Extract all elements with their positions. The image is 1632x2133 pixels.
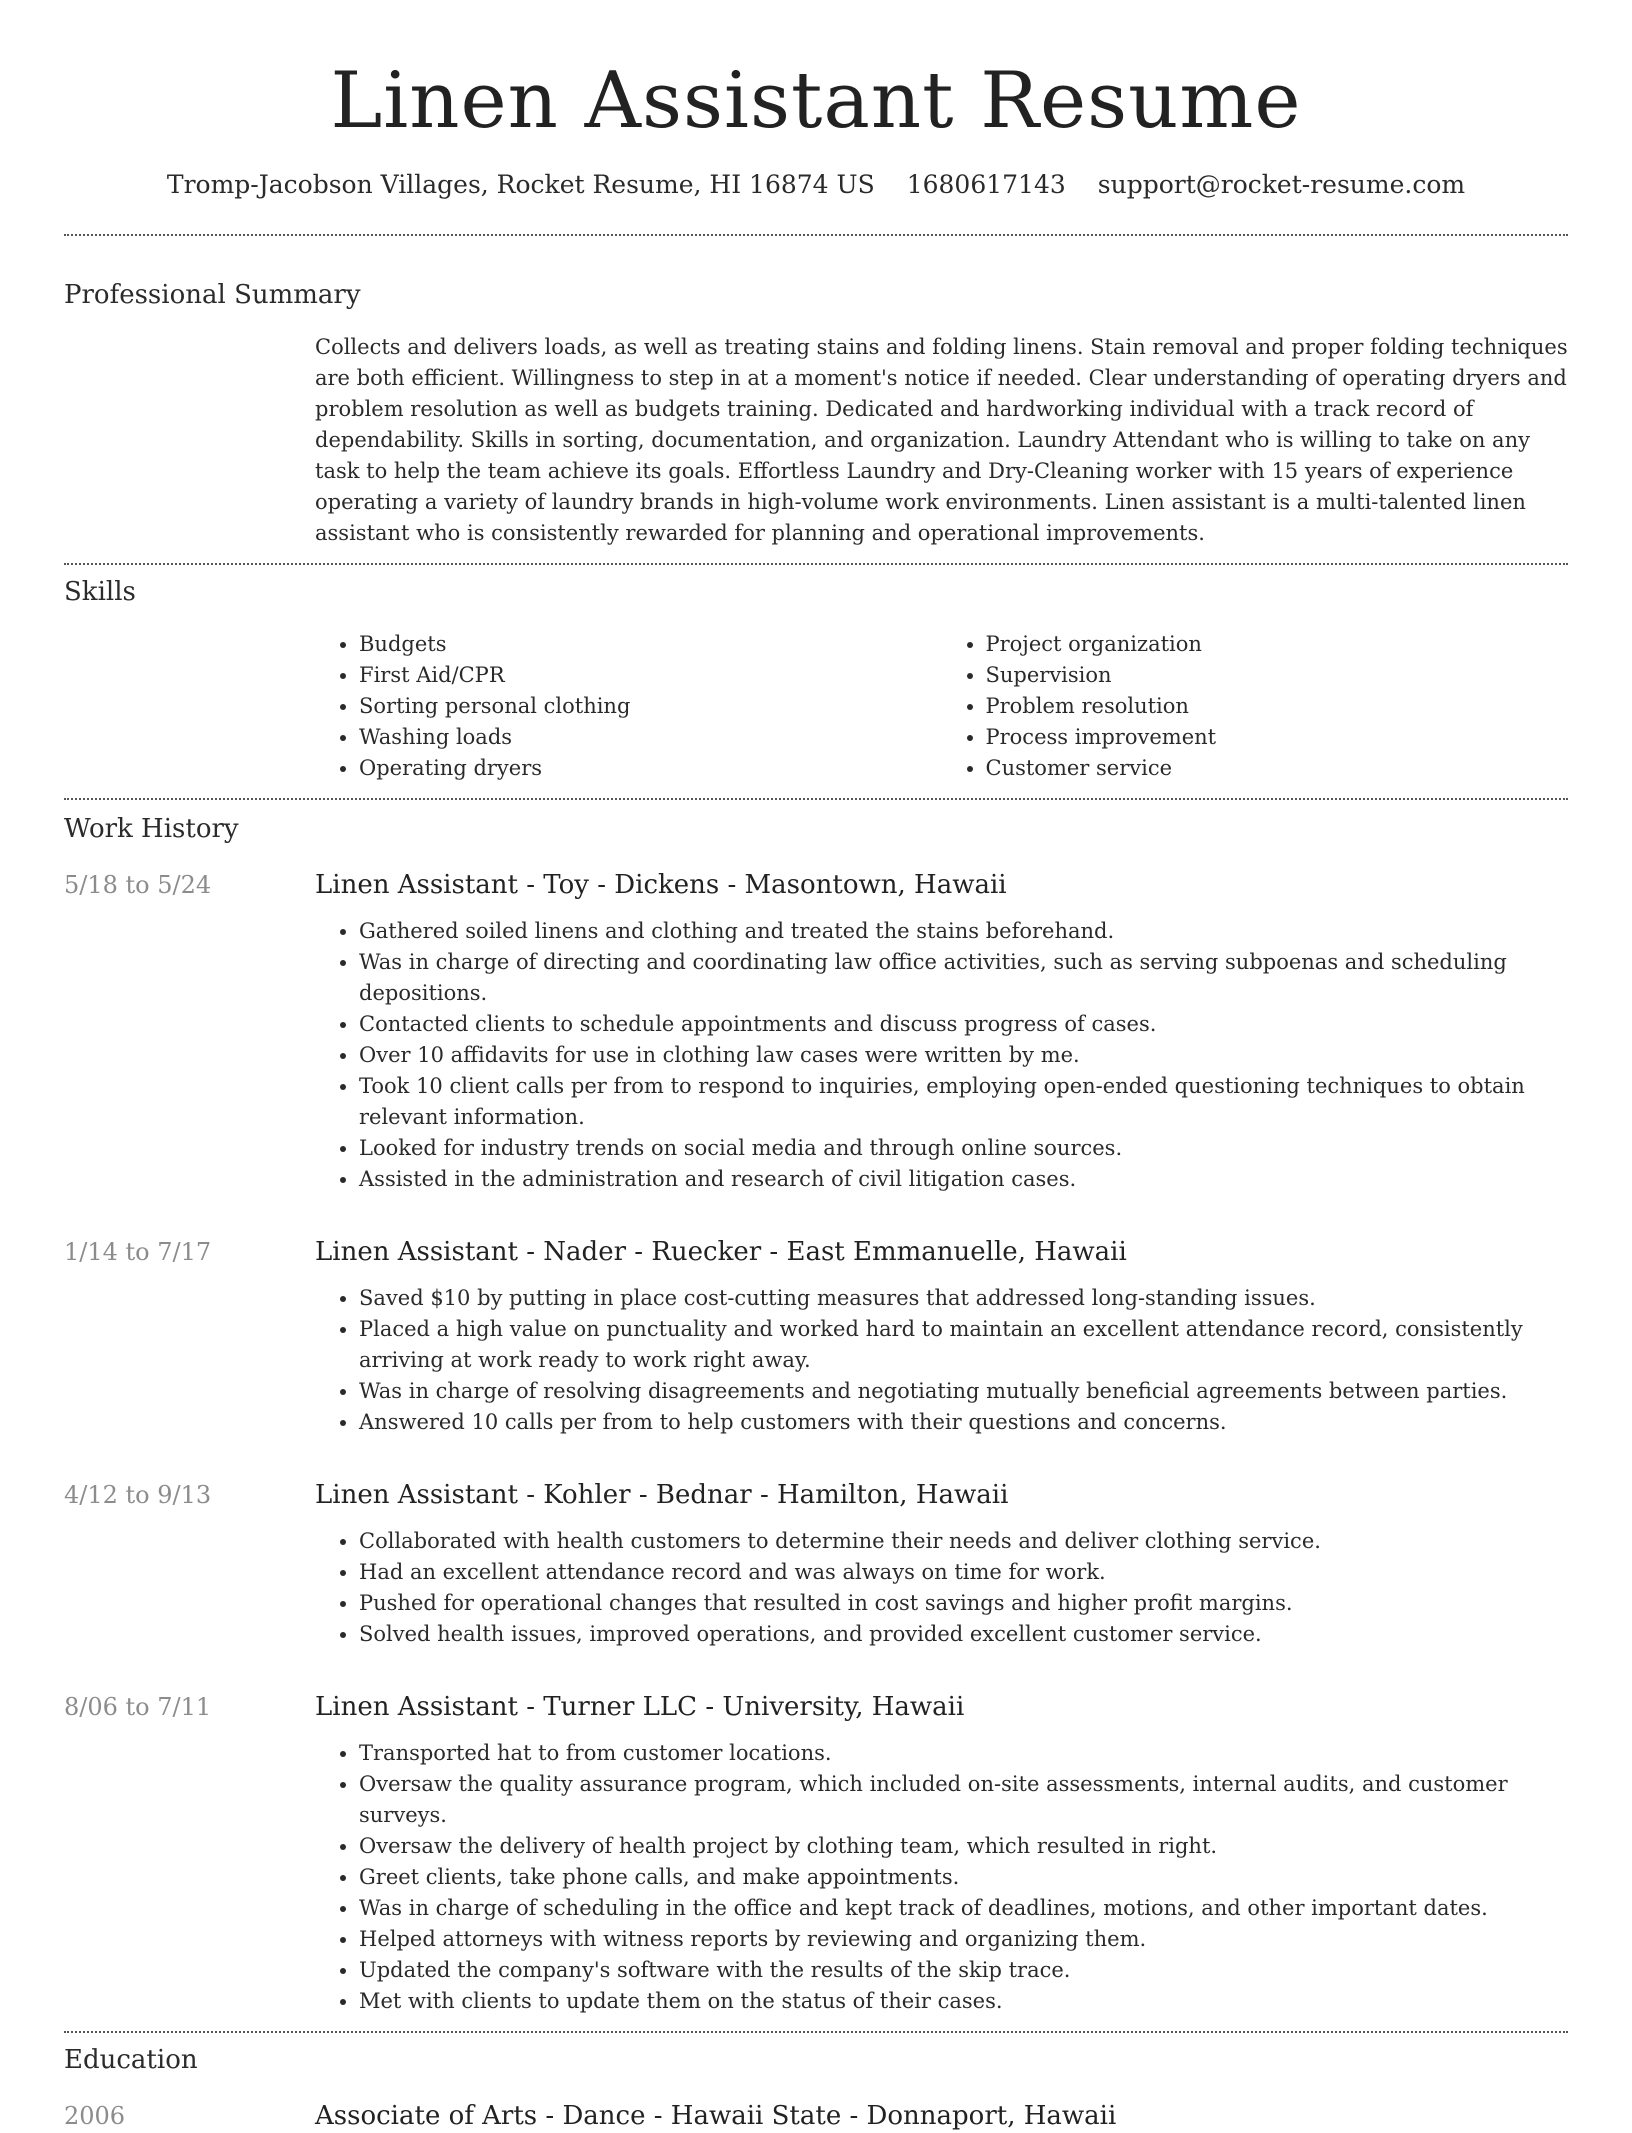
job-bullet: • Met with clients to update them on the status of their cases. (359, 1986, 1568, 2017)
skill-item: • Customer service (986, 753, 1569, 784)
resume-title: Linen Assistant Resume (330, 56, 1302, 146)
job-bullet: • Was in charge of directing and coordinating law office activities, such as serving subpoenas and scheduling depositions. (359, 947, 1568, 1009)
job-bullet: • Saved $10 by putting in place cost-cutting measures that addressed long-standing issues. (359, 1283, 1568, 1314)
skills-column-left (315, 629, 942, 784)
skills-column-right (942, 629, 1569, 784)
job-bullet: • Took 10 client calls per from to respond to inquiries, employing open-ended questioning techniques to obtain relevant information. (359, 1071, 1568, 1133)
skill-item: • Budgets (359, 629, 942, 660)
skill-item: • Washing loads (359, 722, 942, 753)
job-bullet: • Assisted in the administration and research of civil litigation cases. (359, 1164, 1568, 1195)
section-title-work-history: Work History (64, 814, 239, 844)
job-bullet: • Collaborated with health customers to determine their needs and deliver clothing service. (359, 1526, 1568, 1557)
job-bullet: • Oversaw the delivery of health project by clothing team, which resulted in right. (359, 1831, 1568, 1862)
job-bullets (315, 1738, 1568, 2017)
section-title-summary: Professional Summary (64, 280, 361, 310)
job-title: Linen Assistant - Nader - Ruecker - East Emmanuelle, Hawaii (315, 1237, 1127, 1267)
job-bullet: • Placed a high value on punctuality and worked hard to maintain an excellent attendance record, consistently arriving at work ready to work right away. (359, 1314, 1568, 1376)
job-bullet: • Answered 10 calls per from to help customers with their questions and concerns. (359, 1407, 1568, 1438)
skill-item: • Operating dryers (359, 753, 942, 784)
skill-item: • Problem resolution (986, 691, 1569, 722)
job-dates: 4/12 to 9/13 (64, 1481, 212, 1509)
job-bullet: • Pushed for operational changes that resulted in cost savings and higher profit margins. (359, 1588, 1568, 1619)
skill-item: • Process improvement (986, 722, 1569, 753)
job-bullet: • Gathered soiled linens and clothing and treated the stains beforehand. (359, 916, 1568, 947)
job-title: Linen Assistant - Kohler - Bednar - Hamilton, Hawaii (315, 1480, 1009, 1510)
education-year: 2006 (64, 2102, 126, 2130)
education-entry (64, 2099, 1568, 2133)
contact-address: Tromp-Jacobson Villages, Rocket Resume, HI 16874 US (166, 170, 875, 199)
skill-item: • First Aid/CPR (359, 660, 942, 691)
skills-list (315, 629, 1568, 784)
job-bullet: • Over 10 affidavits for use in clothing law cases were written by me. (359, 1040, 1568, 1071)
section-title-skills: Skills (64, 577, 136, 607)
contact-info (64, 168, 1568, 202)
job-bullets (315, 916, 1568, 1195)
skill-item: • Sorting personal clothing (359, 691, 942, 722)
job-dates: 1/14 to 7/17 (64, 1238, 212, 1266)
job-bullet: • Helped attorneys with witness reports by reviewing and organizing them. (359, 1924, 1568, 1955)
job-bullet: • Was in charge of resolving disagreements and negotiating mutually beneficial agreements between parties. (359, 1376, 1568, 1407)
summary-text: Collects and delivers loads, as well as treating stains and folding linens. Stain removal and proper folding techniques are both efficient. Willingness to step in at a moment's notice if needed. Clear understanding of operating dryers and problem resolution as well as budgets training. Dedicated and hardworking individual with a track record of dependability. Skills in sorting, documentation, and organization. Laundry Attendant who is willing to take on any task to help the team achieve its goals. Effortless Laundry and Dry-Cleaning worker with 15 years of experience operating a variety of laundry brands in high-volume work environments. Linen assistant is a multi-talented linen assistant who is consistently rewarded for planning and operational improvements. (315, 335, 1568, 545)
education-degree: Associate of Arts - Dance - Hawaii State - Donnaport, Hawaii (315, 2101, 1117, 2131)
job-bullets (315, 1283, 1568, 1438)
job-entry (64, 1690, 1568, 2017)
divider (64, 798, 1568, 800)
job-entry (64, 1235, 1568, 1438)
divider (64, 234, 1568, 236)
skill-item: • Project organization (986, 629, 1569, 660)
job-bullet: • Oversaw the quality assurance program, which included on-site assessments, internal audits, and customer surveys. (359, 1769, 1568, 1831)
skill-item: • Supervision (986, 660, 1569, 691)
section-title-education: Education (64, 2045, 198, 2075)
job-entry (64, 1478, 1568, 1650)
job-bullet: • Transported hat to from customer locations. (359, 1738, 1568, 1769)
job-dates: 8/06 to 7/11 (64, 1693, 212, 1721)
job-bullet: • Was in charge of scheduling in the office and kept track of deadlines, motions, and other important dates. (359, 1893, 1568, 1924)
divider (64, 563, 1568, 565)
job-bullet: • Looked for industry trends on social media and through online sources. (359, 1133, 1568, 1164)
job-bullets (315, 1526, 1568, 1650)
job-bullet: • Greet clients, take phone calls, and make appointments. (359, 1862, 1568, 1893)
job-title: Linen Assistant - Turner LLC - University, Hawaii (315, 1692, 965, 1722)
job-dates: 5/18 to 5/24 (64, 871, 212, 899)
job-bullet: • Contacted clients to schedule appointments and discuss progress of cases. (359, 1009, 1568, 1040)
job-bullet: • Had an excellent attendance record and was always on time for work. (359, 1557, 1568, 1588)
divider (64, 2031, 1568, 2033)
job-entry (64, 868, 1568, 1195)
job-bullet: • Solved health issues, improved operations, and provided excellent customer service. (359, 1619, 1568, 1650)
job-title: Linen Assistant - Toy - Dickens - Masontown, Hawaii (315, 870, 1007, 900)
contact-phone: 1680617143 (906, 170, 1066, 199)
contact-email: support@rocket-resume.com (1097, 170, 1466, 199)
job-bullet: • Updated the company's software with the results of the skip trace. (359, 1955, 1568, 1986)
resume-page (64, 0, 1568, 2133)
